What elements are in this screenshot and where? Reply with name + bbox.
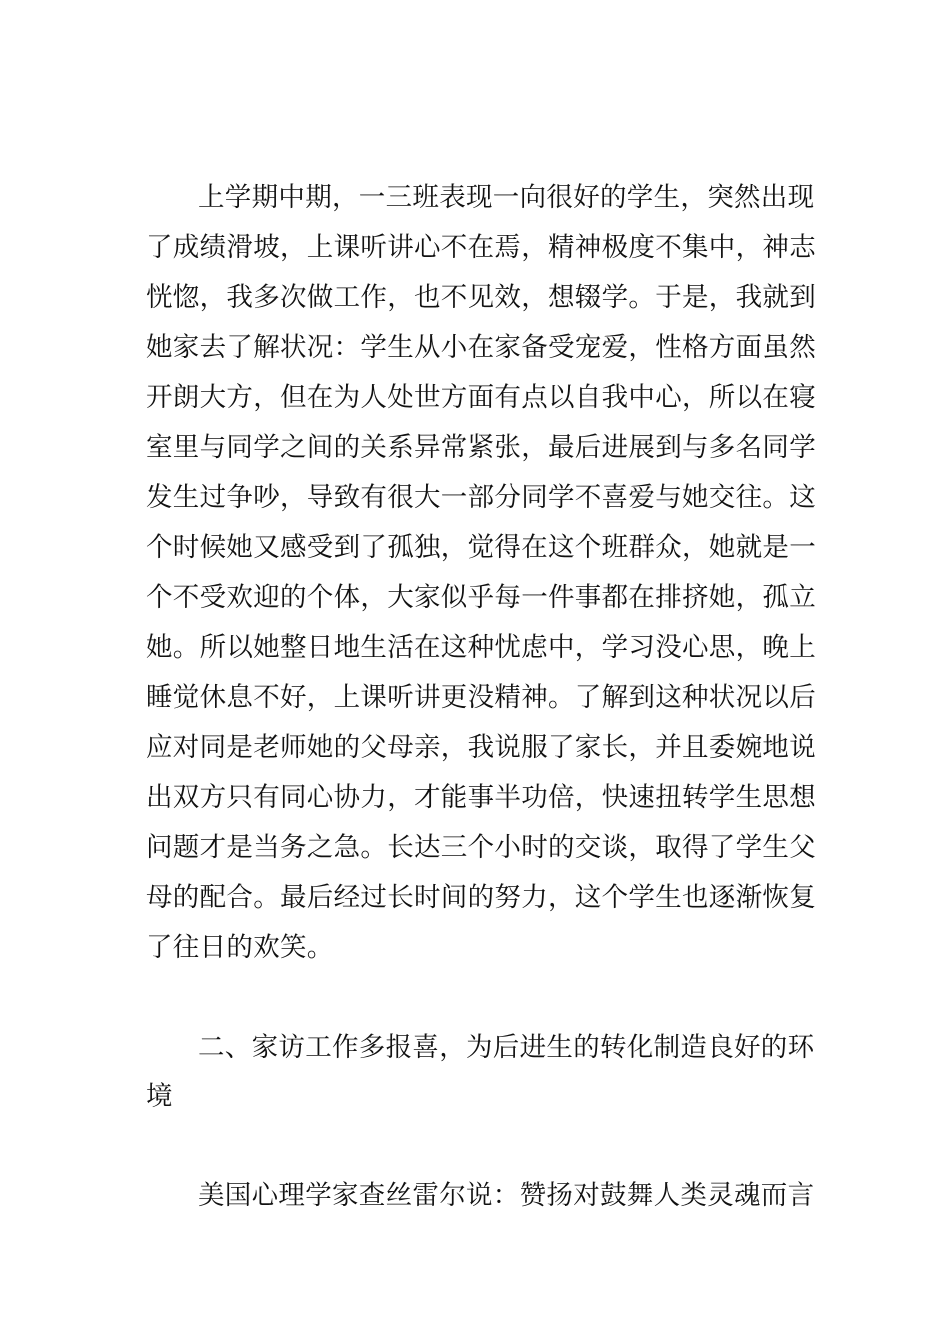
paragraph-line: 恍惚，我多次做工作，也不见效，想辍学。于是，我就到 <box>146 282 816 313</box>
paragraph-line: 发生过争吵，导致有很大一部分同学不喜爱与她交往。这 <box>146 482 816 513</box>
paragraph-line: 睡觉休息不好，上课听讲更没精神。了解到这种状况以后 <box>146 682 816 713</box>
paragraph-line: 母的配合。最后经过长时间的努力，这个学生也逐渐恢复 <box>146 882 816 913</box>
paragraph-line: 个时候她又感受到了孤独，觉得在这个班群众，她就是一 <box>146 532 816 563</box>
paragraph-line: 出双方只有同心协力，才能事半功倍，快速扭转学生思想 <box>146 782 816 813</box>
paragraph-line: 问题才是当务之急。长达三个小时的交谈，取得了学生父 <box>146 832 816 863</box>
paragraph-line: 了成绩滑坡，上课听讲心不在焉，精神极度不集中，神志 <box>146 232 816 263</box>
paragraph-line: 美国心理学家查丝雷尔说：赞扬对鼓舞人类灵魂而言 <box>198 1180 815 1211</box>
heading-line: 二、家访工作多报喜，为后进生的转化制造良好的环 <box>198 1032 815 1063</box>
paragraph-line: 开朗大方，但在为人处世方面有点以自我中心，所以在寝 <box>146 382 816 413</box>
paragraph-line: 她家去了解状况：学生从小在家备受宠爱，性格方面虽然 <box>146 332 816 363</box>
paragraph-line: 她。所以她整日地生活在这种忧虑中，学习没心思，晚上 <box>146 632 816 663</box>
heading-line: 境 <box>146 1081 173 1112</box>
paragraph-line: 了往日的欢笑。 <box>146 932 334 963</box>
paragraph-line: 上学期中期，一三班表现一向很好的学生，突然出现 <box>198 182 815 213</box>
paragraph-line: 个不受欢迎的个体，大家似乎每一件事都在排挤她，孤立 <box>146 582 816 613</box>
paragraph-line: 应对同是老师她的父母亲，我说服了家长，并且委婉地说 <box>146 732 816 763</box>
paragraph-line: 室里与同学之间的关系异常紧张，最后进展到与多名同学 <box>146 432 816 463</box>
